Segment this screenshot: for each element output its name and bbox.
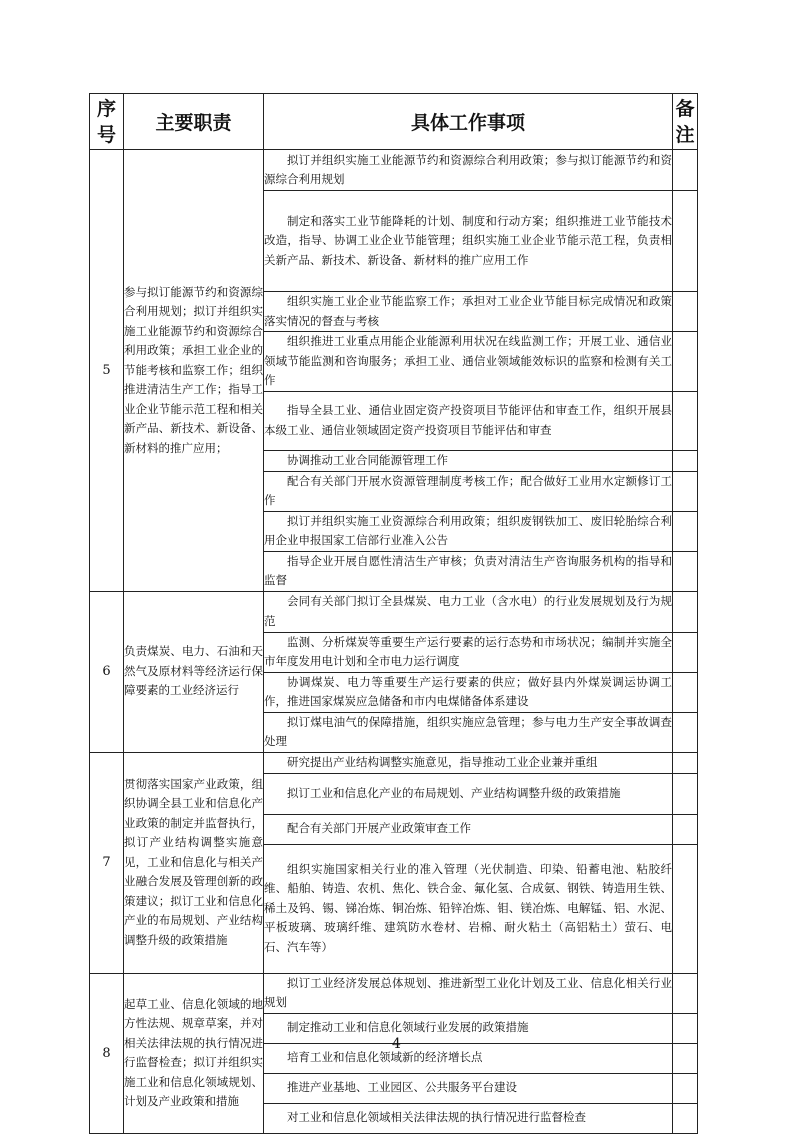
work-item	[264, 712, 673, 752]
table-header-row	[90, 94, 698, 150]
work-item	[264, 973, 673, 1013]
work-item-text: 配合有关部门开展产业政策审查工作	[287, 821, 471, 836]
work-item-text: 组织实施工业企业节能监察工作；承担对工业企业节能目标完成情况和政策落实情况的督查与考核	[264, 294, 672, 328]
work-item	[264, 191, 673, 292]
group-number: 7	[90, 752, 124, 973]
header-duty: 主要职责	[124, 94, 264, 150]
work-item-text: 拟订工业经济发展总体规划、推进新型工业化计划及工业、信息化相关行业规划	[264, 975, 672, 1009]
work-item	[264, 150, 673, 191]
note-cell	[673, 391, 698, 450]
note-cell	[673, 844, 698, 973]
note-cell	[673, 973, 698, 1013]
note-cell	[673, 672, 698, 712]
work-item	[264, 1103, 673, 1133]
work-item-text: 配合有关部门开展水资源管理制度考核工作；配合做好工业用水定额修订工作	[264, 473, 672, 507]
work-item	[264, 773, 673, 814]
work-item-text: 拟订并组织实施工业能源节约和资源综合利用政策；参与拟订能源节约和资源综合利用规划	[264, 152, 672, 186]
work-item	[264, 844, 673, 973]
note-cell	[673, 471, 698, 511]
note-cell	[673, 773, 698, 814]
note-cell	[673, 150, 698, 191]
main-duty: 负责煤炭、电力、石油和天然气及原材料等经济运行保障要素的工业经济运行	[124, 591, 264, 752]
table-row	[90, 752, 698, 773]
work-item-text: 指导企业开展自愿性清洁生产审核；负责对清洁生产咨询服务机构的指导和监督	[264, 553, 672, 587]
work-item-text: 监测、分析煤炭等重要生产运行要素的运行态势和市场状况；编制并实施全市年度发用电计划和全市电力运行调度	[264, 634, 672, 668]
work-item-text: 培育工业和信息化领域新的经济增长点	[287, 1050, 483, 1065]
note-cell	[673, 551, 698, 591]
header-no-text: 序 号	[96, 97, 116, 146]
work-item	[264, 511, 673, 551]
work-item-text: 组织推进工业重点用能企业能源利用状况在线监测工作；开展工业、通信业领域节能监测和咨询服务；承担工业、通信业领域能效标识的监察和检测有关工作	[264, 334, 672, 387]
main-duty: 起草工业、信息化领域的地方性法规、规章草案，并对相关法律法规的执行情况进行监督检查；拟订并组织实施工业和信息化领域规划、计划及产业政策和措施	[124, 973, 264, 1133]
work-item	[264, 1073, 673, 1103]
table-row	[90, 973, 698, 1013]
work-item-text: 研究提出产业结构调整实施意见，指导推动工业企业兼并重组	[287, 754, 598, 769]
note-cell	[673, 511, 698, 551]
work-item-text: 组织实施国家相关行业的准入管理（光伏制造、印染、铅蓄电池、粘胶纤维、船舶、铸造、农机、焦化、铁合金、氟化氢、合成氨、钢铁、铸造用生铁、稀土及钨、锡、锑冶炼、铜冶炼、铅锌冶炼、钼、镁冶炼、电解锰、铝、水泥、平板玻璃、玻璃纤维、建筑防水卷材、岩棉、耐火粘土（高铝粘土）萤石、电石、汽车等）	[264, 861, 672, 954]
work-item	[264, 450, 673, 471]
note-cell	[673, 632, 698, 672]
main-duty: 贯彻落实国家产业政策，组织协调全县工业和信息化产业政策的制定并监督执行，拟订产业结构调整实施意见，工业和信息化与相关产业融合发展及管理创新的政策建议；拟订工业和信息化产业的布局规划、产业结构调整升级的政策措施	[124, 752, 264, 973]
note-cell	[673, 814, 698, 844]
work-item-text: 推进产业基地、工业园区、公共服务平台建设	[287, 1080, 517, 1095]
work-item	[264, 632, 673, 672]
work-item-text: 对工业和信息化领域相关法律法规的执行情况进行监督检查	[287, 1110, 586, 1125]
work-item	[264, 814, 673, 844]
work-item	[264, 591, 673, 632]
header-note: 备 注	[673, 94, 698, 150]
note-cell	[673, 1073, 698, 1103]
group-number: 6	[90, 591, 124, 752]
work-item-text: 拟订并组织实施工业资源综合利用政策；组织废钢铁加工、废旧轮胎综合利用企业申报国家工信部行业准入公告	[264, 513, 672, 547]
page-number: 4	[392, 1036, 401, 1052]
table-body	[90, 150, 698, 1134]
work-item	[264, 752, 673, 773]
header-items: 具体工作事项	[264, 94, 673, 150]
work-item	[264, 471, 673, 511]
note-cell	[673, 292, 698, 332]
work-item	[264, 391, 673, 450]
work-item-text: 协调煤炭、电力等重要生产运行要素的供应；做好县内外煤炭调运协调工作，推进国家煤炭应急储备和市内电煤储备体系建设	[264, 674, 672, 708]
note-cell	[673, 450, 698, 471]
note-cell	[673, 332, 698, 392]
work-item-text: 协调推动工业合同能源管理工作	[287, 452, 448, 467]
work-item	[264, 672, 673, 712]
header-no	[90, 94, 124, 150]
work-item-text: 会同有关部门拟订全县煤炭、电力工业（含水电）的行业发展规划及行为规范	[264, 594, 672, 628]
table-row	[90, 591, 698, 632]
group-number: 5	[90, 150, 124, 592]
note-cell	[673, 712, 698, 752]
work-item	[264, 332, 673, 392]
table-row	[90, 150, 698, 191]
note-cell	[673, 191, 698, 292]
work-item-text: 制定推动工业和信息化领域行业发展的政策措施	[287, 1020, 529, 1035]
work-item	[264, 292, 673, 332]
work-item-text: 指导全县工业、通信业固定资产投资项目节能评估和审查工作，组织开展县本级工业、通信业领域固定资产投资项目节能评估和审查	[264, 403, 672, 437]
note-cell	[673, 752, 698, 773]
note-cell	[673, 591, 698, 632]
work-item	[264, 551, 673, 591]
duty-table	[89, 93, 698, 1134]
work-item-text: 拟订煤电油气的保障措施，组织实施应急管理；参与电力生产安全事故调查处理	[264, 714, 672, 748]
work-item-text: 拟订工业和信息化产业的布局规划、产业结构调整升级的政策措施	[287, 785, 621, 800]
work-item-text: 制定和落实工业节能降耗的计划、制度和行动方案；组织推进工业节能技术改造，指导、协调工业企业节能管理；组织实施工业企业节能示范工程，负责相关新产品、新技术、新设备、新材料的推广应用工作	[264, 213, 672, 267]
main-duty: 参与拟订能源节约和资源综合利用规划；拟订并组织实施工业能源节约和资源综合利用政策；承担工业企业的节能考核和监察工作；组织推进清洁生产工作；指导工业企业节能示范工程和相关新产品、新技术、新设备、新材料的推广应用；	[124, 150, 264, 592]
group-number: 8	[90, 973, 124, 1133]
note-cell	[673, 1103, 698, 1133]
